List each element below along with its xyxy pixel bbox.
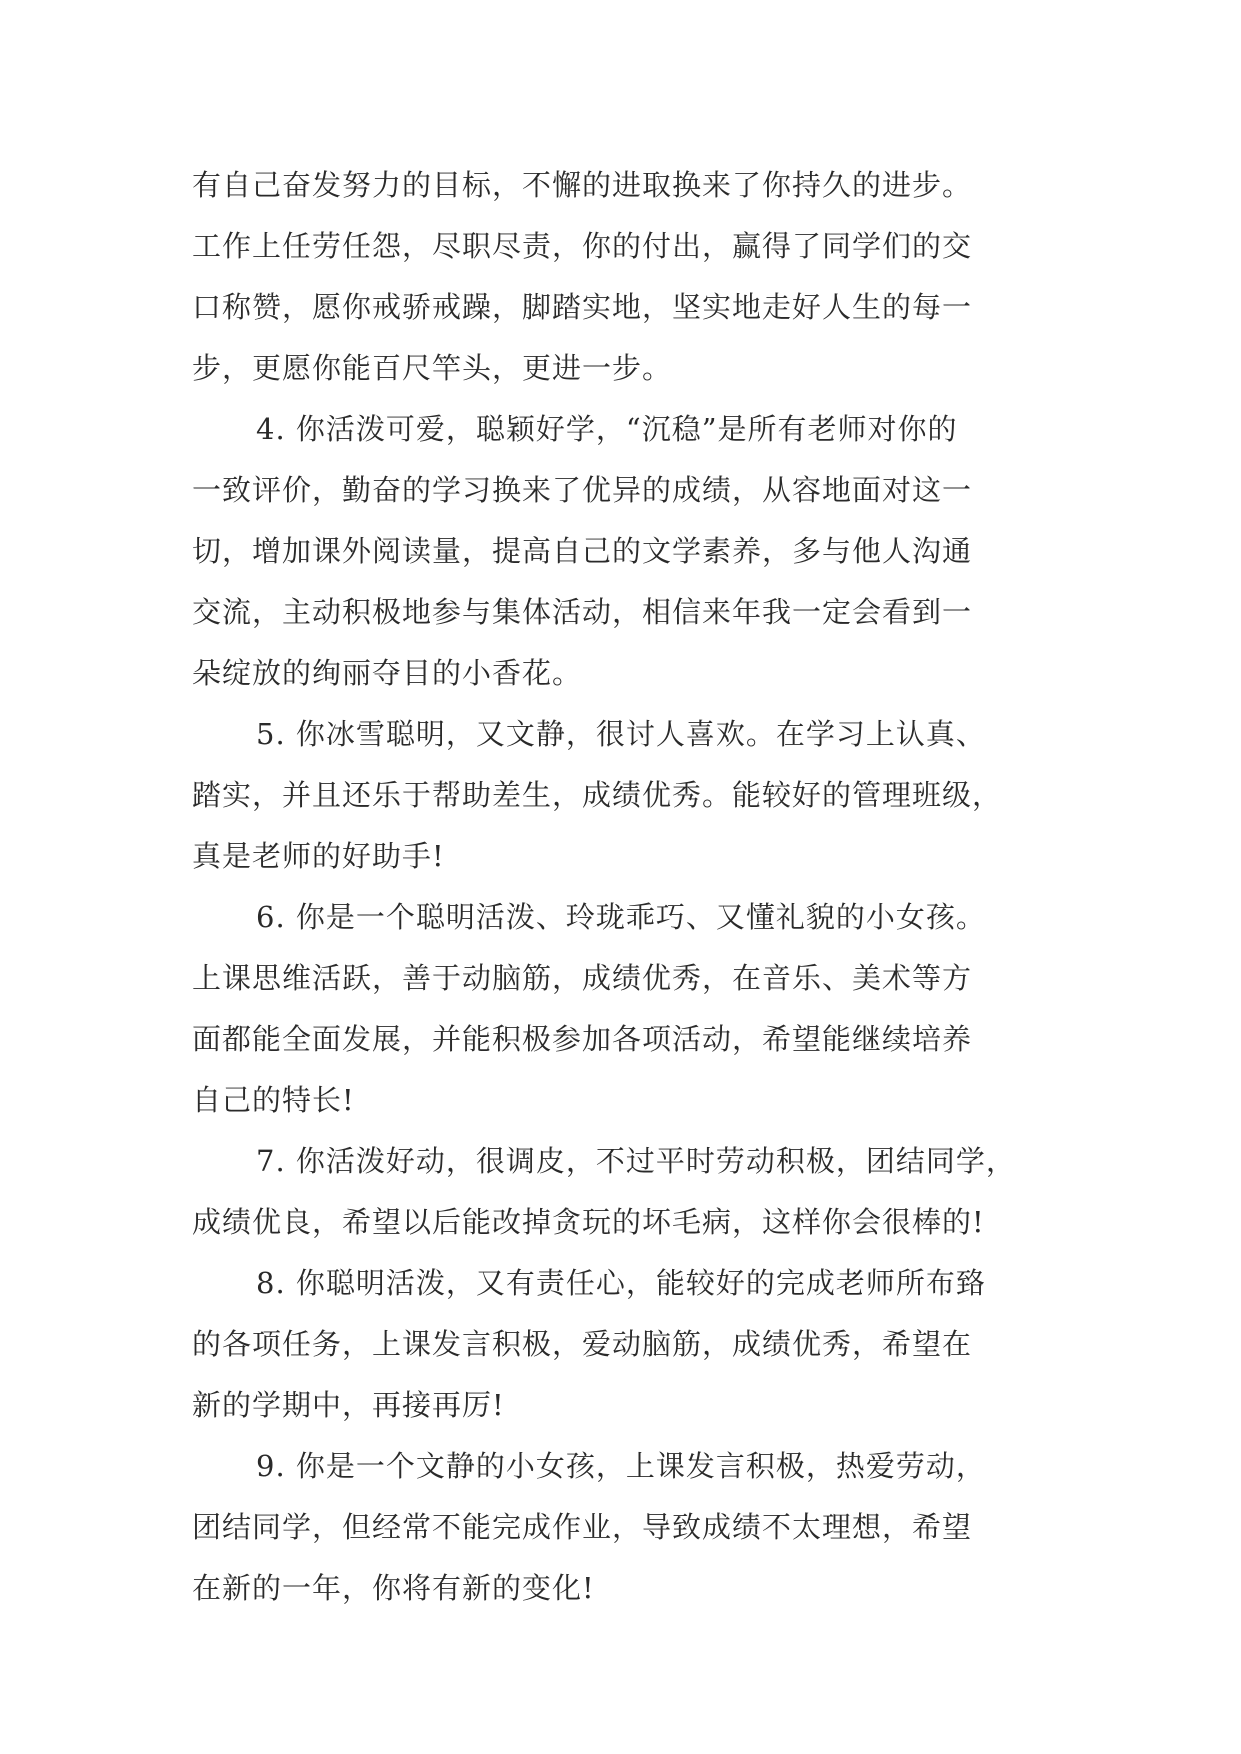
text-line: 朵绽放的绚丽夺目的小香花。 [192, 656, 583, 690]
text-line: 有自己奋发努力的目标，不懈的进取换来了你持久的进步。 [192, 168, 973, 202]
text-line: 切，增加课外阅读量，提高自己的文学素养，多与他人沟通 [192, 534, 973, 568]
text-line: 在新的一年，你将有新的变化! [192, 1571, 595, 1605]
paragraph-7-start: 7. 你活泼好动，很调皮，不过平时劳动积极，团结同学， [256, 1144, 1016, 1178]
text-line: 真是老师的好助手! [192, 839, 445, 873]
text-line: 的各项任务，上课发言积极，爱动脑筋，成绩优秀，希望在 [192, 1327, 973, 1361]
text-line: 一致评价，勤奋的学习换来了优异的成绩，从容地面对这一 [192, 473, 973, 507]
text-line: 自己的特长! [192, 1083, 355, 1117]
text-line: 成绩优良，希望以后能改掉贪玩的坏毛病，这样你会很棒的! [192, 1205, 985, 1239]
text-line: 团结同学，但经常不能完成作业，导致成绩不太理想，希望 [192, 1510, 973, 1544]
text-line: 工作上任劳任怨，尽职尽责，你的付出，赢得了同学们的交 [192, 229, 973, 263]
paragraph-6-start: 6. 你是一个聪明活泼、玲珑乖巧、又懂礼貌的小女孩。 [256, 900, 986, 934]
text-line: 面都能全面发展，并能积极参加各项活动，希望能继续培养 [192, 1022, 973, 1056]
text-line: 交流，主动积极地参与集体活动，相信来年我一定会看到一 [192, 595, 973, 629]
text-line: 新的学期中，再接再厉! [192, 1388, 505, 1422]
text-line: 口称赞，愿你戒骄戒躁，脚踏实地，坚实地走好人生的每一 [192, 290, 973, 324]
paragraph-9-start: 9. 你是一个文静的小女孩，上课发言积极，热爱劳动， [256, 1449, 986, 1483]
text-line: 踏实，并且还乐于帮助差生，成绩优秀。能较好的管理班级， [192, 778, 1003, 812]
paragraph-4-start: 4. 你活泼可爱，聪颖好学，“沉稳”是所有老师对你的 [256, 412, 958, 446]
paragraph-5-start: 5. 你冰雪聪明，又文静，很讨人喜欢。在学习上认真、 [256, 717, 986, 751]
text-line: 上课思维活跃，善于动脑筋，成绩优秀，在音乐、美术等方 [192, 961, 973, 995]
document-body [192, 155, 1048, 1619]
paragraph-8-start: 8. 你聪明活泼，又有责任心，能较好的完成老师所布臵 [256, 1266, 986, 1300]
text-line: 步，更愿你能百尺竿头，更进一步。 [192, 351, 673, 385]
